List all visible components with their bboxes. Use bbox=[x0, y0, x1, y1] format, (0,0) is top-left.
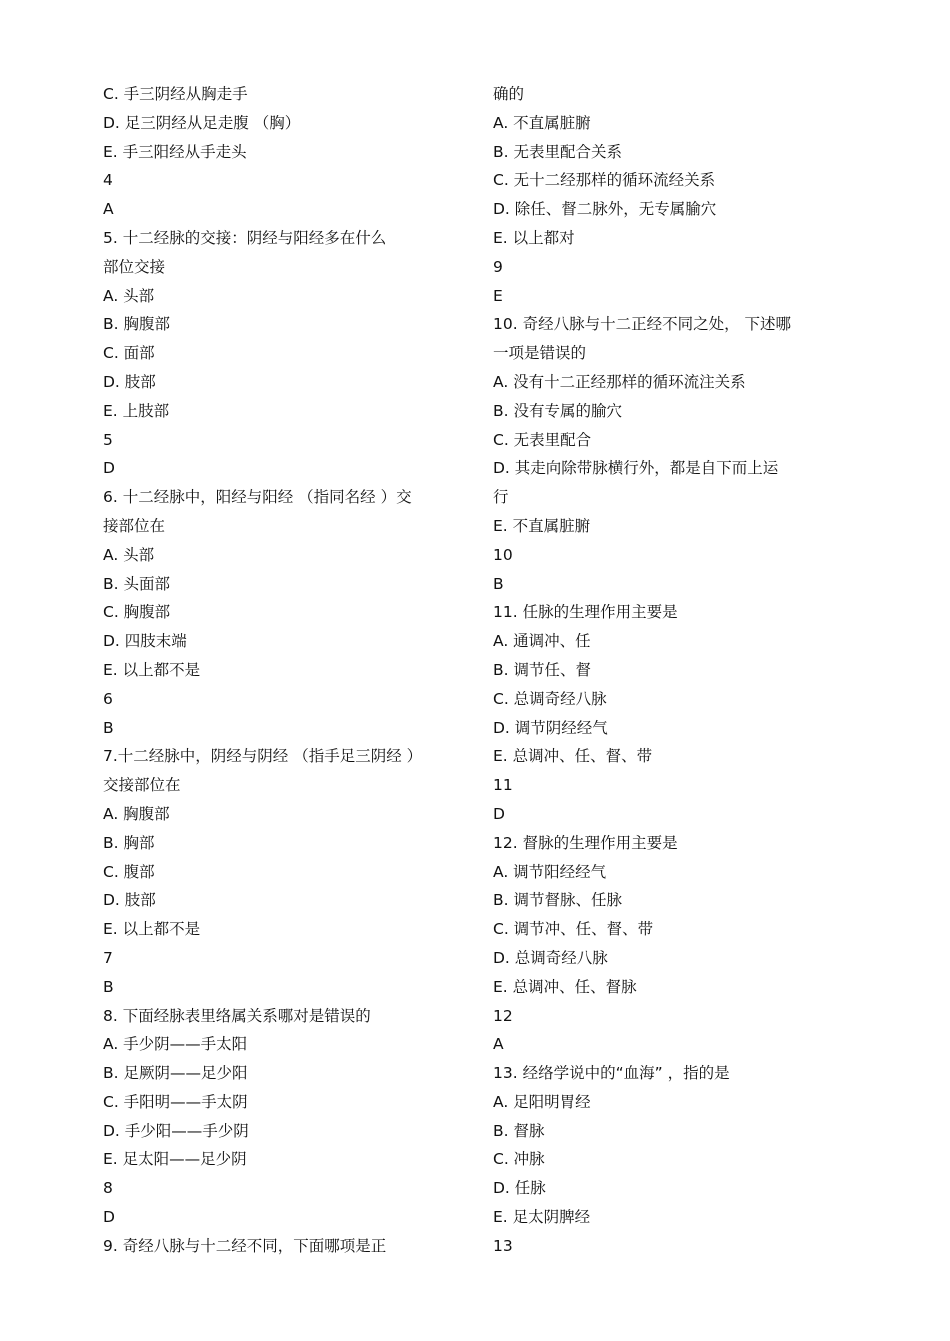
text-line: 11. 任脉的生理作用主要是 bbox=[493, 603, 678, 622]
text-line: C. 手三阴经从胸走手 bbox=[103, 85, 248, 103]
text-line: D. 手少阳——手少阴 bbox=[103, 1121, 249, 1140]
text-line: C. 总调奇经八脉 bbox=[493, 689, 607, 708]
text-line: B bbox=[103, 977, 114, 996]
text-line: 5. 十二经脉的交接：阴经与阳经多在什么 bbox=[103, 228, 387, 247]
text-line: C. 无十二经那样的循环流经关系 bbox=[493, 171, 716, 190]
text-line: B. 胸腹部 bbox=[103, 315, 170, 334]
text-line: 4 bbox=[103, 171, 113, 190]
text-line: D bbox=[493, 804, 505, 823]
text-line: 部位交接 bbox=[103, 257, 166, 276]
text-line: E. 以上都不是 bbox=[103, 920, 201, 939]
text-line: E. 总调冲、任、督脉 bbox=[493, 977, 637, 996]
text-line: 8 bbox=[103, 1179, 113, 1198]
text-line: E. 足太阴脾经 bbox=[493, 1208, 591, 1227]
text-line: 10 bbox=[493, 545, 513, 564]
text-line: 行 bbox=[493, 488, 509, 507]
text-line: C. 面部 bbox=[103, 344, 155, 363]
text-line: A bbox=[103, 200, 114, 219]
text-line: D bbox=[103, 1208, 115, 1227]
text-line: E. 足太阳——足少阴 bbox=[103, 1150, 247, 1169]
text-line: B. 无表里配合关系 bbox=[493, 142, 622, 161]
text-line: C. 调节冲、任、督、带 bbox=[493, 920, 654, 939]
text-line: A. 手少阴——手太阳 bbox=[103, 1035, 248, 1054]
text-line: E. 以上都对 bbox=[493, 228, 575, 247]
text-line: B bbox=[103, 718, 114, 737]
text-line: 10. 奇经八脉与十二正经不同之处， 下述哪 bbox=[493, 315, 792, 334]
text-line: E. 以上都不是 bbox=[103, 660, 201, 679]
text-line: D. 除任、督二脉外，无专属腧穴 bbox=[493, 200, 717, 219]
text-line: D. 肢部 bbox=[103, 891, 156, 910]
text-line: 7.十二经脉中，阴经与阴经 （指手足三阴经 ） bbox=[103, 747, 423, 766]
text-line: 6 bbox=[103, 689, 113, 708]
text-line: C. 腹部 bbox=[103, 862, 155, 881]
text-line: D bbox=[103, 459, 115, 478]
text-line: 一项是错误的 bbox=[493, 344, 587, 363]
text-line: 5 bbox=[103, 430, 113, 449]
text-line: B. 调节任、督 bbox=[493, 660, 591, 679]
text-line: D. 任脉 bbox=[493, 1179, 546, 1198]
text-line: B. 督脉 bbox=[493, 1121, 545, 1140]
text-line: E. 不直属脏腑 bbox=[493, 516, 591, 535]
text-line: E. 手三阳经从手走头 bbox=[103, 142, 247, 161]
text-line: D. 足三阴经从足走腹 （胸） bbox=[103, 113, 301, 132]
text-line: A. 不直属脏腑 bbox=[493, 113, 591, 132]
text-line: D. 肢部 bbox=[103, 372, 156, 391]
text-line: D. 四肢末端 bbox=[103, 632, 187, 651]
text-line: 9. 奇经八脉与十二经不同，下面哪项是正 bbox=[103, 1236, 387, 1255]
text-line: E. 总调冲、任、督、带 bbox=[493, 747, 653, 766]
text-line: C. 胸腹部 bbox=[103, 603, 171, 622]
left-column bbox=[103, 80, 473, 1261]
text-line: B. 没有专属的腧穴 bbox=[493, 401, 622, 420]
text-line: B. 足厥阴——足少阳 bbox=[103, 1064, 248, 1083]
text-line: D. 调节阴经经气 bbox=[493, 718, 608, 737]
text-line: C. 无表里配合 bbox=[493, 430, 592, 449]
text-line: 7 bbox=[103, 948, 113, 967]
right-column bbox=[493, 80, 853, 1261]
text-line: A bbox=[493, 1035, 504, 1054]
text-line: D. 其走向除带脉横行外，都是自下而上运 bbox=[493, 459, 779, 478]
text-line: 11 bbox=[493, 776, 513, 795]
text-line: D. 总调奇经八脉 bbox=[493, 948, 608, 967]
text-line: 9 bbox=[493, 257, 503, 276]
text-line: A. 胸腹部 bbox=[103, 804, 170, 823]
text-line: C. 手阳明——手太阴 bbox=[103, 1092, 248, 1111]
text-line: A. 没有十二正经那样的循环流注关系 bbox=[493, 372, 746, 391]
text-line: B. 头面部 bbox=[103, 574, 170, 593]
text-line: 12. 督脉的生理作用主要是 bbox=[493, 833, 678, 852]
text-line: A. 通调冲、任 bbox=[493, 632, 591, 651]
text-line: E bbox=[493, 286, 503, 305]
text-line: 13 bbox=[493, 1236, 513, 1255]
text-line: B. 胸部 bbox=[103, 833, 155, 852]
text-line: B. 调节督脉、任脉 bbox=[493, 891, 622, 910]
text-line: E. 上肢部 bbox=[103, 401, 170, 420]
text-line: A. 头部 bbox=[103, 545, 155, 564]
text-line: C. 冲脉 bbox=[493, 1150, 545, 1169]
text-line: 6. 十二经脉中，阳经与阳经 （指同名经 ）交 bbox=[103, 488, 412, 507]
text-line: 8. 下面经脉表里络属关系哪对是错误的 bbox=[103, 1006, 371, 1025]
text-line: 确的 bbox=[493, 85, 525, 103]
text-line: 12 bbox=[493, 1006, 513, 1025]
text-line: A. 调节阳经经气 bbox=[493, 862, 607, 881]
text-line: 交接部位在 bbox=[103, 776, 181, 795]
text-line: 13. 经络学说中的“血海” ，指的是 bbox=[493, 1064, 730, 1083]
text-line: 接部位在 bbox=[103, 516, 166, 535]
text-line: A. 头部 bbox=[103, 286, 155, 305]
text-line: A. 足阳明胃经 bbox=[493, 1092, 591, 1111]
text-line: B bbox=[493, 574, 504, 593]
